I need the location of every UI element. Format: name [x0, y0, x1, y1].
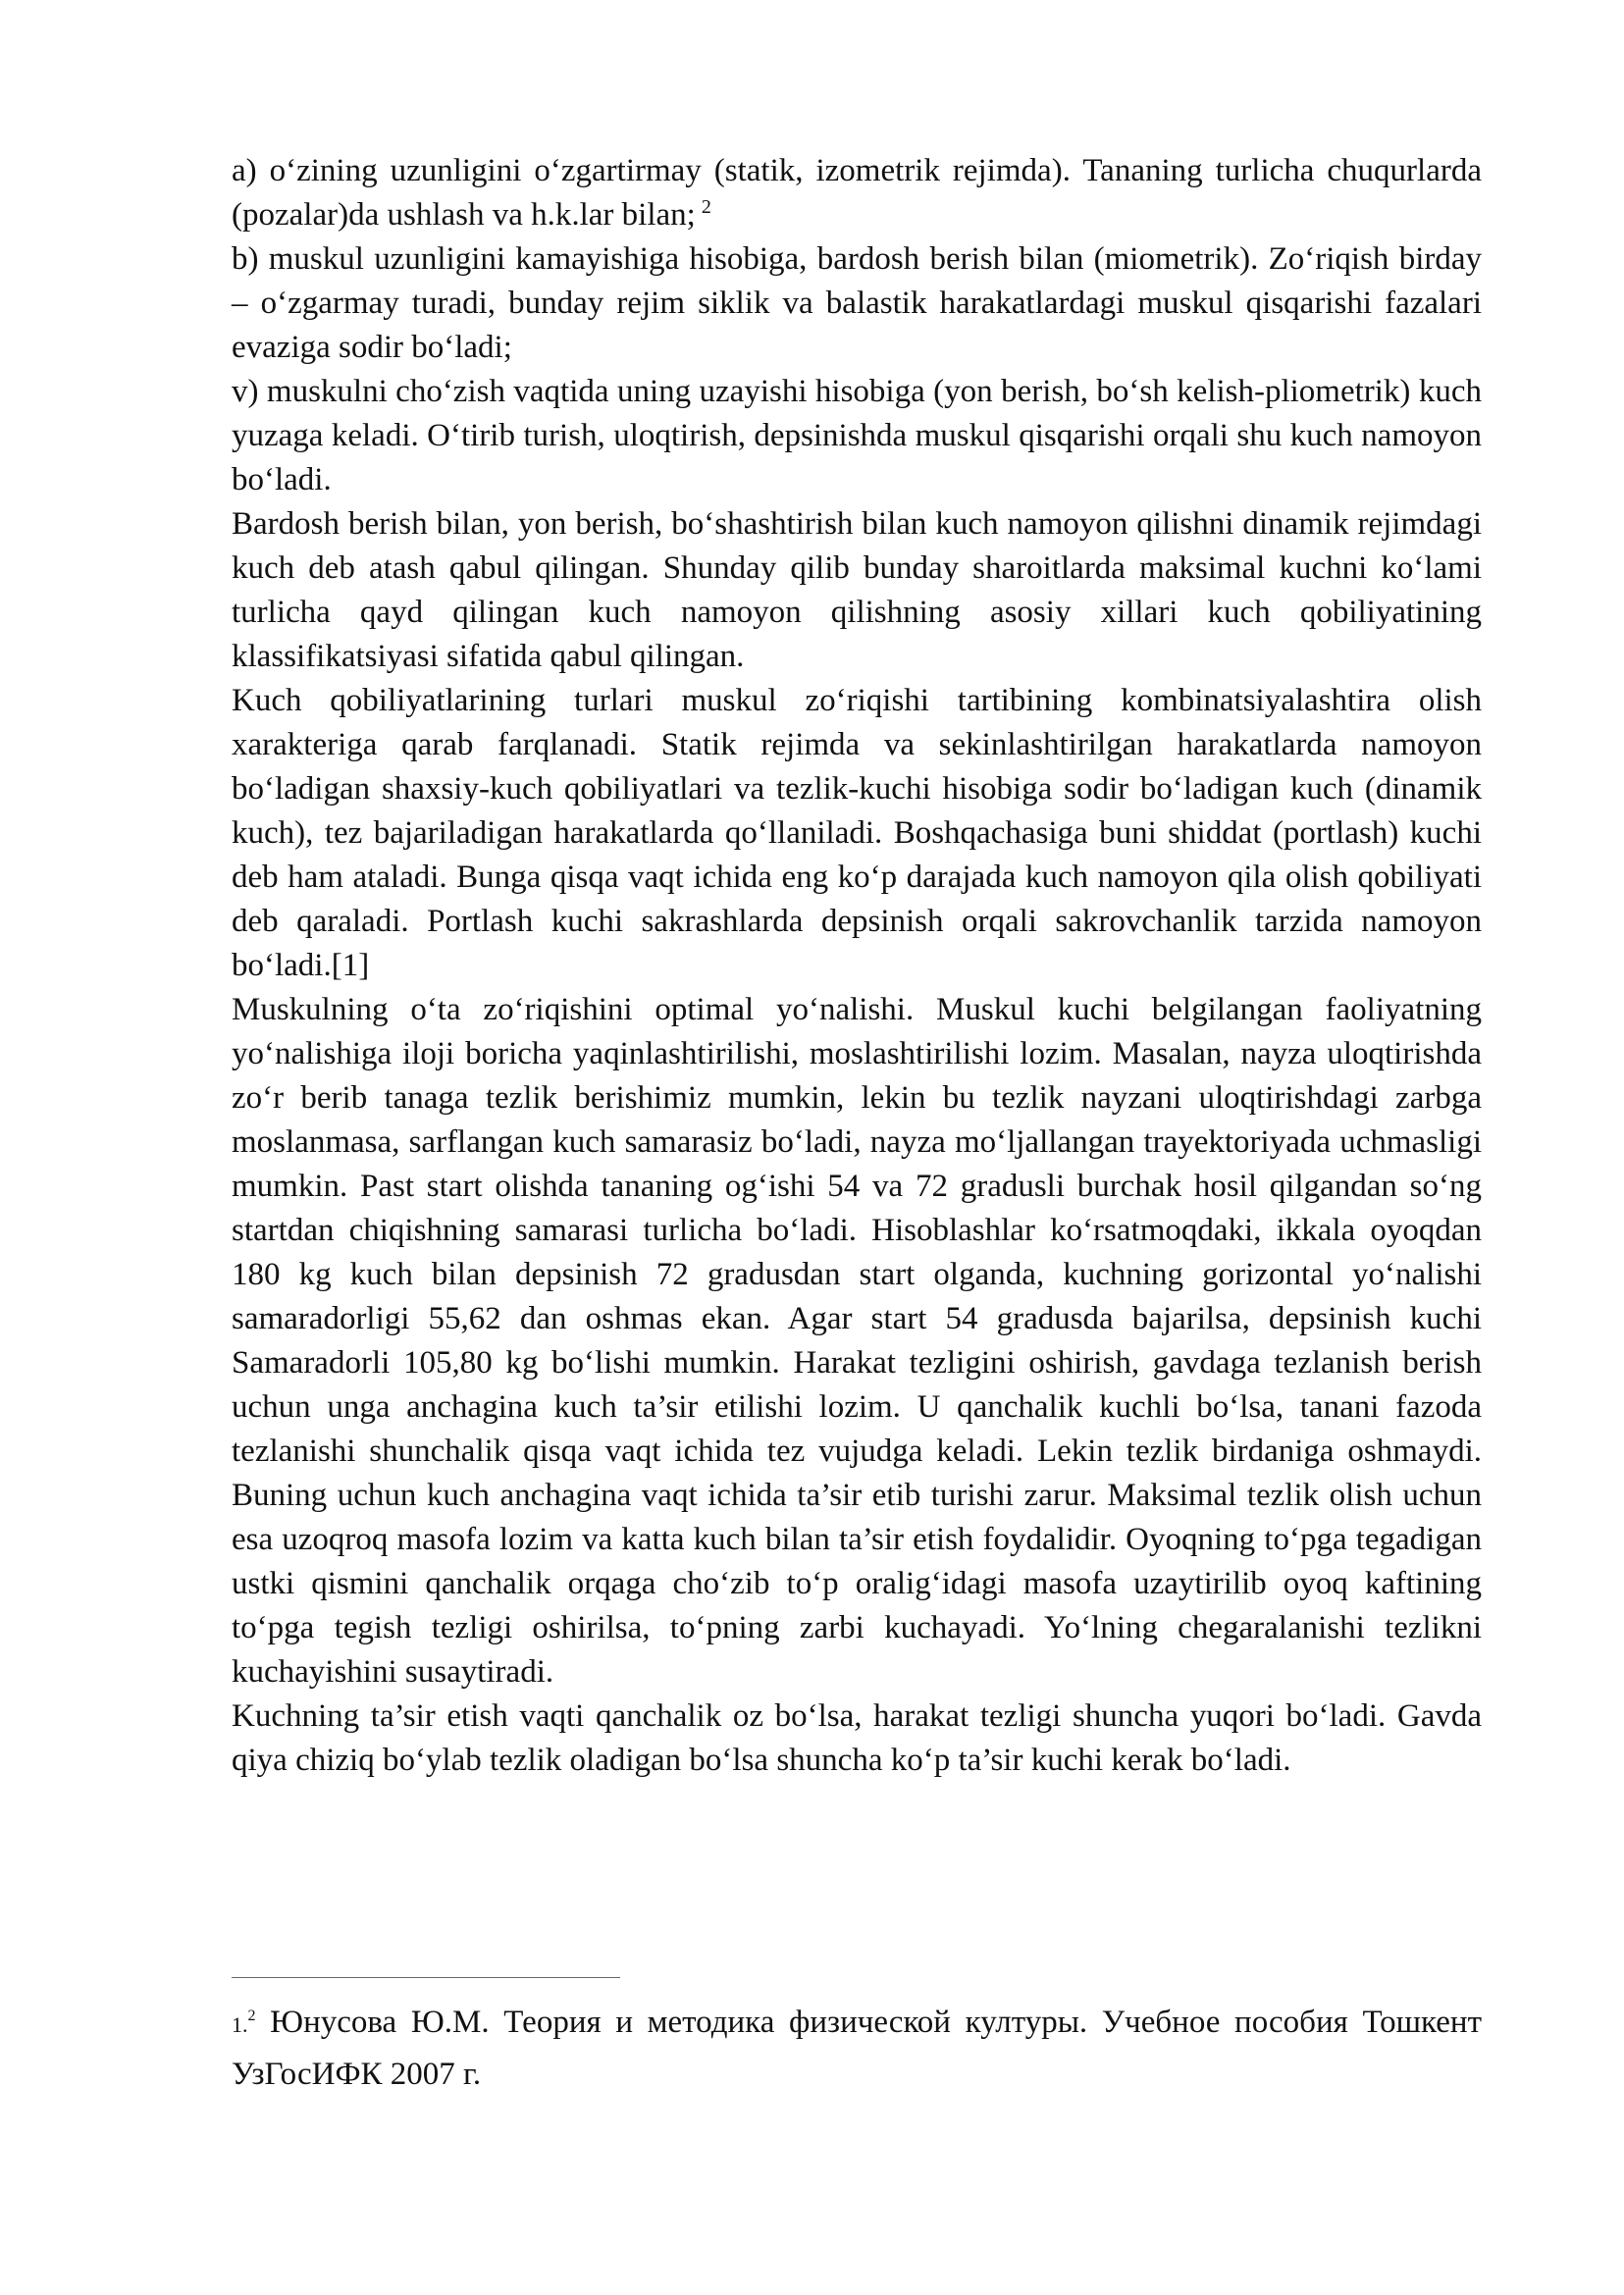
- paragraph-force-duration: Kuchning ta’sir etish vaqti qanchalik oz bo‘lsa, harakat tezligi shuncha yuqori bo‘ladi. Gavda qiya chiziq bo‘ylab tezlik oladigan bo‘lsa shuncha ko‘p ta’sir kuchi kerak bo‘ladi.: [232, 1698, 1482, 1778]
- footnote-text: Юнусова Ю.М. Теория и методика физической културы. Учебное пособия Тошкент УзГосИФК 2007 г.: [232, 2005, 1482, 2092]
- footnote-mark: 2: [247, 2008, 256, 2024]
- footnote: [232, 1998, 1482, 2099]
- paragraph-optimal-direction: Muskulning o‘ta zo‘riqishini optimal yo‘nalishi. Muskul kuchi belgilangan faoliyatning yo‘nalishiga iloji boricha yaqinlashtirilishi, moslashtirilishi lozim. Masalan, nayza uloqtirishda zo‘r berib tanaga tezlik berishimiz mumkin, lekin bu tezlik nayzani uloqtirishdagi zarbga moslanmasa, sarflangan kuch samarasiz bo‘ladi, nayza mo‘ljallangan trayektoriyada uchmasligi mumkin. Past start olishda tananing og‘ishi 54 va 72 gradusli burchak hosil qilgandan so‘ng startdan chiqishning samarasi turlicha bo‘ladi. Hisoblashlar ko‘rsatmoqdaki, ikkala oyoqdan 180 kg kuch bilan depsinish 72 gradusdan start olganda, kuchning gorizontal yo‘nalishi samaradorligi 55,62 dan oshmas ekan. Agar start 54 gradusda bajarilsa, depsinish kuchi Samaradorli 105,80 kg bo‘lishi mumkin. Harakat tezligini oshirish, gavdaga tezlanish berish uchun unga anchagina kuch ta’sir etilishi lozim. U qanchalik kuchli bo‘lsa, tanani fazoda tezlanishi shunchalik qisqa vaqt ichida tez vujudga keladi. Lekin tezlik birdaniga oshmaydi. Buning uchun kuch anchagina vaqt ichida ta’sir etib turishi zarur. Maksimal tezlik olish uchun esa uzoqroq masofa lozim va katta kuch bilan ta’sir etish foydalidir. Oyoqning to‘pga tegadigan ustki qismini qanchalik orqaga cho‘zib to‘p oralig‘idagi masofa uzaytirilib oyoq kaftining to‘pga tegish tezligi oshirilsa, to‘pning zarbi kuchayadi. Yo‘lning chegaralanishi tezlikni kuchayishini susaytiradi.: [232, 992, 1482, 1690]
- footnote-reference[interactable]: 2: [701, 196, 711, 218]
- paragraph-strength-types: Kuch qobiliyatlarining turlari muskul zo‘riqishi tartibining kombinatsiyalashtira olish xarakteriga qarab farqlanadi. Statik rejimda va sekinlashtirilgan harakatlarda namoyon bo‘ladigan shaxsiy-kuch qobiliyatlari va tezlik-kuchi hisobiga sodir bo‘ladigan kuch (dinamik kuch), tez bajariladigan harakatlarda qo‘llaniladi. Boshqachasiga buni shiddat (portlash) kuchi deb ham ataladi. Bunga qisqa vaqt ichida eng ko‘p darajada kuch namoyon qila olish qobiliyati deb qaraladi. Portlash kuchi sakrashlarda depsinish orqali sakrovchanlik tarzida namoyon bo‘ladi.[1]: [232, 683, 1482, 983]
- footnote-divider: [232, 1977, 620, 1978]
- paragraph-v: v) muskulni cho‘zish vaqtida uning uzayishi hisobiga (yon berish, bo‘sh kelish-pliometrik) kuch yuzaga keladi. O‘tirib turish, uloqtirish, depsinishda muskul qisqarishi orqali shu kuch namoyon bo‘ladi.: [232, 374, 1482, 497]
- paragraph-dynamic-mode: Bardosh berish bilan, yon berish, bo‘shashtirish bilan kuch namoyon qilishni dinamik rejimdagi kuch deb atash qabul qilingan. Shunday qilib bunday sharoitlarda maksimal kuchni ko‘lami turlicha qayd qilingan kuch namoyon qilishning asosiy xillari kuch qobiliyatining klassifikatsiyasi sifatida qabul qilingan.: [232, 506, 1482, 674]
- document-body: [232, 149, 1482, 1783]
- paragraph-b: b) muskul uzunligini kamayishiga hisobiga, bardosh berish bilan (miometrik). Zo‘riqish birday – o‘zgarmay turadi, bunday rejim siklik va balastik harakatlardagi muskul qisqarishi fazalari evaziga sodir bo‘ladi;: [232, 241, 1482, 365]
- paragraph-a-text: a) o‘zining uzunligini o‘zgartirmay (statik, izometrik rejimda). Tananing turlicha chuqurlarda (pozalar)da ushlash va h.k.lar bilan;: [232, 153, 1482, 233]
- footnote-number: 1.: [232, 2012, 248, 2037]
- paragraph-a: [232, 149, 1482, 237]
